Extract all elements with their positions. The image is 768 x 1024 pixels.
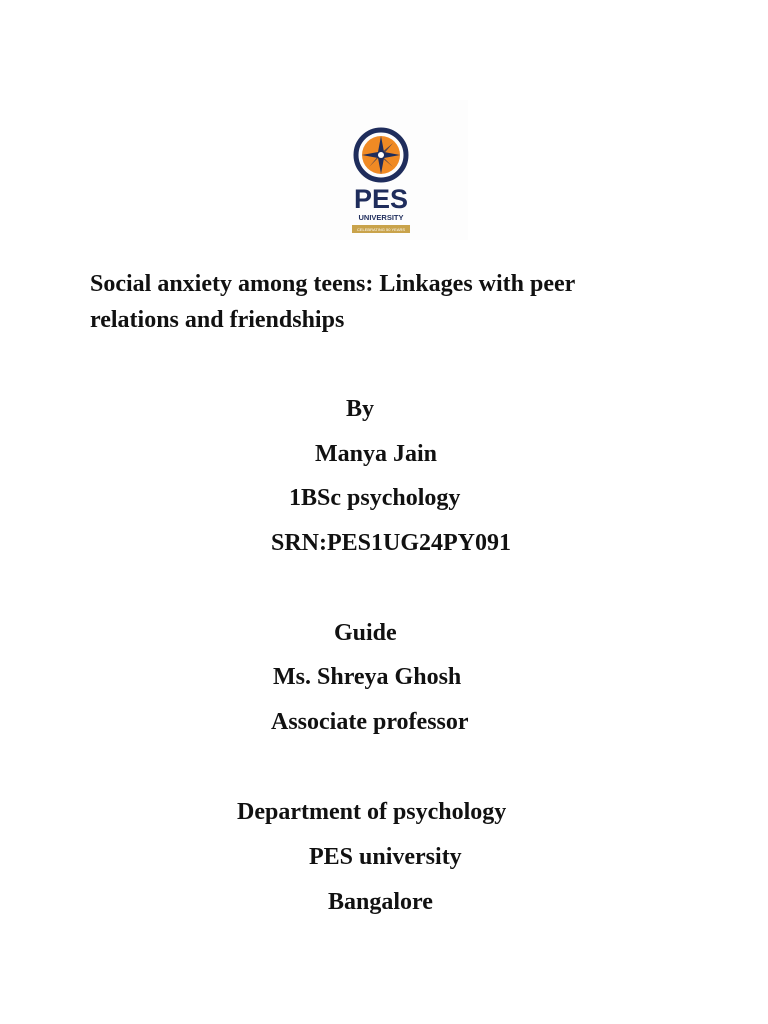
logo-wordmark: PES <box>353 184 409 214</box>
department-name: Department of psychology <box>237 799 507 825</box>
logo-subtext: UNIVERSITY <box>358 213 404 222</box>
guide-label: Guide <box>334 620 397 646</box>
logo-tagline: CELEBRATING 50 YEARS <box>356 227 406 232</box>
title-line-1: Social anxiety among teens: Linkages with peer <box>90 271 576 297</box>
author-course: 1BSc psychology <box>289 485 461 511</box>
title-line-2: relations and friendships <box>90 307 345 333</box>
guide-name: Ms. Shreya Ghosh <box>273 664 462 690</box>
by-label: By <box>346 396 375 422</box>
author-srn: SRN:PES1UG24PY091 <box>271 530 512 556</box>
university-name: PES university <box>309 844 462 870</box>
guide-role: Associate professor <box>271 709 469 735</box>
compass-logo-icon <box>300 100 468 240</box>
pes-university-logo <box>300 100 468 240</box>
author-name: Manya Jain <box>315 441 438 467</box>
city-name: Bangalore <box>328 889 433 915</box>
document-title <box>90 266 650 338</box>
